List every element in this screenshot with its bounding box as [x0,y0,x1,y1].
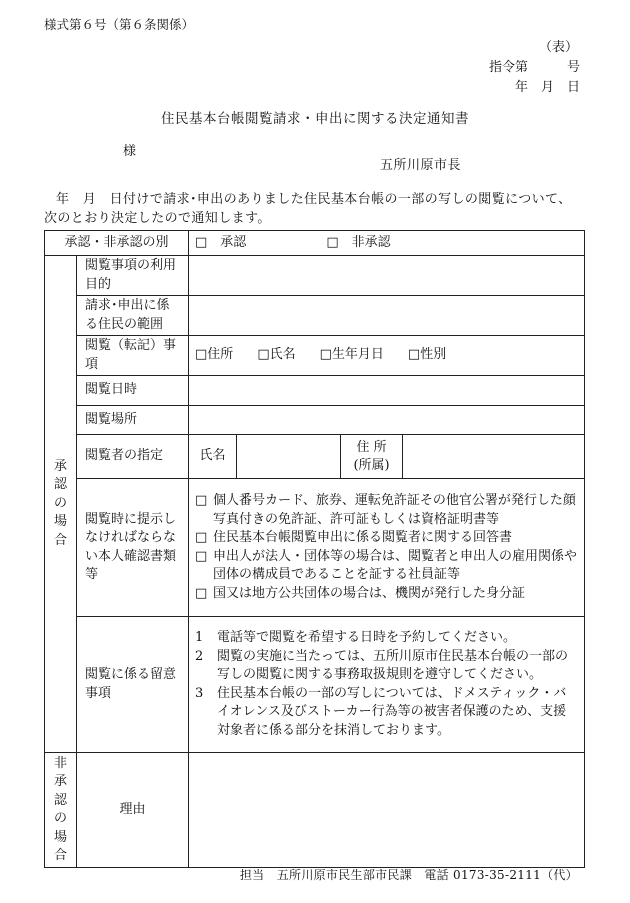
purpose-label: 閲覧事項の利用目的 [77,256,189,296]
note-text: 住民基本台帳の一部の写しについては、ドメスティック・バイオレンス及びストーカー行為等の被害者保護のため、支援対象者に係る部分を抹消しております。 [217,685,567,738]
note-number: 3 [195,685,204,701]
id-doc-item[interactable] [195,585,578,604]
note-text: 電話等で閲覧を希望する日時を予約してください。 [217,630,517,645]
rejection-group-char: 非 [53,755,67,771]
id-doc-checkbox[interactable]: □ [195,530,208,545]
id-docs-row [45,479,585,617]
items-row [45,336,585,376]
decision-options [189,231,585,256]
reason-label: 理由 [77,753,189,868]
id-doc-checkbox[interactable]: □ [195,585,208,601]
rejection-group-char: の [53,811,67,826]
issue-date: 年 月 日 [514,80,580,95]
item-address-checkbox[interactable]: □住所 [195,347,234,363]
id-doc-item[interactable] [195,529,578,548]
view-date-label: 閲覧日時 [77,376,189,406]
approval-group-char: 場 [53,514,67,530]
notes-label: 閲覧に係る留意事項 [77,617,189,753]
note-text: 閲覧の実施に当たっては、五所川原市住民基本台帳の一部の写しの閲覧に関する事務取扱規則を遵守してください。 [217,648,569,682]
scope-field[interactable] [189,296,585,336]
viewer-name-field[interactable] [237,435,341,479]
note-number: 2 [195,648,204,664]
approval-group-char: 合 [53,532,67,548]
id-doc-text: 住民基本台帳閲覧申出に係る閲覧者に関する回答書 [213,530,513,545]
recipient-honorific: 様 [123,144,137,159]
view-place-field[interactable] [189,406,585,435]
purpose-row [45,256,585,296]
id-doc-item[interactable] [195,492,578,529]
rejection-group-char: 承 [53,774,67,789]
approval-group-char: 承 [53,458,67,474]
directive-number: 指令第 号 [488,60,580,75]
issuer: 五所川原市長 [380,158,462,173]
place-row [45,406,585,435]
notes-list [189,617,585,753]
id-doc-checkbox[interactable]: □ [195,493,208,508]
note-item [195,648,578,685]
contact-footer: 担当 五所川原市民生部市民課 電話 0173-35-2111（代） [239,868,578,882]
front-side-mark: （表） [538,40,578,55]
item-sex-checkbox[interactable]: □性別 [407,347,447,363]
id-doc-checkbox[interactable]: □ [195,548,208,564]
decision-label: 承認・非承認の別 [45,231,189,256]
viewer-name-label: 氏名 [189,435,237,479]
decision-row [45,231,585,256]
rejection-row [45,753,585,868]
id-doc-text: 国又は地方公共団体の場合は、機関が発行した身分証 [213,585,526,601]
rejection-group-label [45,753,77,868]
document-title: 住民基本台帳閲覧請求・申出に関する決定通知書 [161,111,469,127]
purpose-field[interactable] [189,256,585,296]
rejection-group-char: 合 [53,848,67,863]
reject-checkbox[interactable]: □ 非承認 [326,234,391,250]
reason-field[interactable] [189,753,585,868]
view-date-field[interactable] [189,376,585,406]
note-item [195,685,578,741]
viewer-address-label: 住 所 (所属) [341,435,403,479]
id-docs-list [189,479,585,617]
id-doc-item[interactable] [195,548,578,585]
approval-group-char: 認 [53,477,67,493]
item-birthdate-checkbox[interactable]: □生年月日 [319,347,384,363]
items-options [189,336,585,376]
approval-group-char: の [53,495,67,511]
view-place-label: 閲覧場所 [77,406,189,435]
decision-table [44,230,585,868]
note-item [195,629,578,648]
notes-row [45,617,585,753]
scope-row [45,296,585,336]
rejection-group-char: 認 [53,792,67,808]
viewer-label: 閲覧者の指定 [77,435,189,479]
date-row [45,376,585,406]
id-doc-text: 個人番号カード、旅券、運転免許証その他官公署が発行した顔写真付きの免許証、許可証もしくは資格証明書等 [213,493,576,527]
intro-text: 年 月 日付けで請求･申出のありました住民基本台帳の一部の写しの閲覧について、次のとおり決定したので通知します。 [44,192,572,226]
rejection-group-char: 場 [53,829,67,845]
id-docs-label: 閲覧時に提示しなければならない本人確認書類等 [77,479,189,617]
id-doc-text: 申出人が法人・団体等の場合は、閲覧者と申出人の雇用関係や団体の構成員であることを証する社員証等 [213,548,578,582]
viewer-address-field[interactable] [403,435,585,479]
scope-label: 請求･申出に係る住民の範囲 [77,296,189,336]
items-label: 閲覧（転記）事項 [77,336,189,376]
viewer-row [45,435,585,479]
note-number: 1 [195,630,204,645]
item-name-checkbox[interactable]: □氏名 [257,347,296,363]
approve-checkbox[interactable]: □ 承認 [195,234,247,250]
approval-group-label [45,256,77,753]
form-number: 様式第６号（第６条関係） [44,17,195,32]
